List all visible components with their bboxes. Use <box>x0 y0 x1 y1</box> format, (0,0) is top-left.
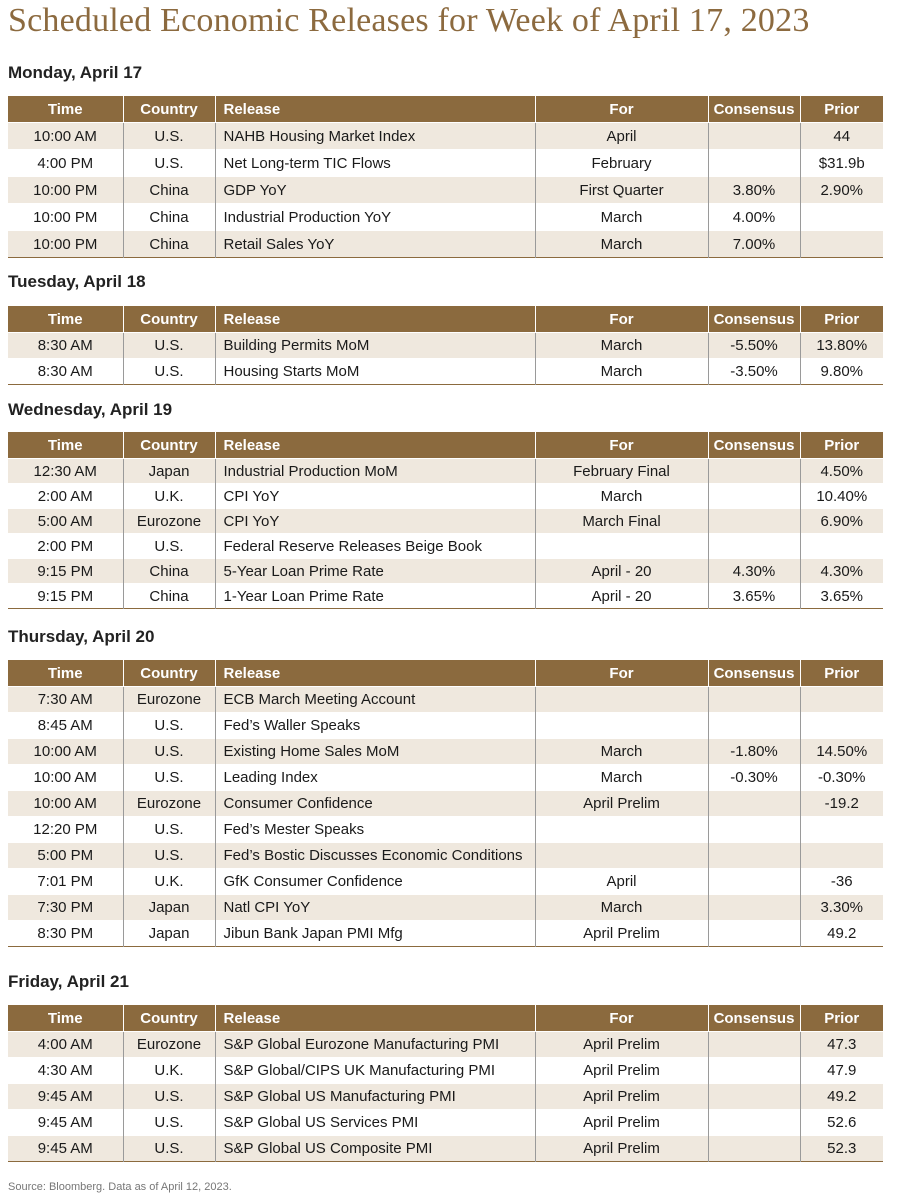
prior-cell: 44 <box>800 123 883 150</box>
releases-table-tuesday <box>8 306 883 385</box>
consensus-cell <box>708 713 800 739</box>
time-cell: 7:01 PM <box>8 869 123 895</box>
table-row <box>8 791 883 817</box>
releases-table-monday <box>8 96 883 258</box>
release-column-header: Release <box>215 96 535 123</box>
time-cell: 8:30 PM <box>8 921 123 947</box>
country-cell: U.S. <box>123 817 215 843</box>
consensus-cell <box>708 1032 800 1058</box>
country-cell: China <box>123 204 215 231</box>
release-cell: Consumer Confidence <box>215 791 535 817</box>
release-cell: NAHB Housing Market Index <box>215 123 535 150</box>
table-row <box>8 559 883 584</box>
prior-cell: 4.30% <box>800 559 883 584</box>
country-cell: China <box>123 559 215 584</box>
consensus-cell: -1.80% <box>708 739 800 765</box>
for-cell: March <box>535 204 708 231</box>
for-column-header: For <box>535 1005 708 1032</box>
prior-cell <box>800 231 883 258</box>
prior-cell <box>800 843 883 869</box>
time-cell: 12:30 AM <box>8 459 123 484</box>
table-header-row <box>8 96 883 123</box>
time-cell: 9:15 PM <box>8 559 123 584</box>
country-cell: Eurozone <box>123 791 215 817</box>
table-header-row <box>8 1005 883 1032</box>
prior-cell: 14.50% <box>800 739 883 765</box>
country-cell: Eurozone <box>123 509 215 534</box>
table-row <box>8 1084 883 1110</box>
for-cell: February Final <box>535 459 708 484</box>
time-cell: 4:30 AM <box>8 1058 123 1084</box>
for-column-header: For <box>535 432 708 459</box>
page-title: Scheduled Economic Releases for Week of April 17, 2023 <box>8 2 810 39</box>
country-cell: U.K. <box>123 484 215 509</box>
release-cell: S&P Global Eurozone Manufacturing PMI <box>215 1032 535 1058</box>
for-cell: April Prelim <box>535 791 708 817</box>
country-column-header: Country <box>123 1005 215 1032</box>
table-row <box>8 204 883 231</box>
consensus-column-header: Consensus <box>708 1005 800 1032</box>
prior-cell <box>800 687 883 713</box>
consensus-cell <box>708 1136 800 1162</box>
consensus-column-header: Consensus <box>708 306 800 333</box>
for-cell <box>535 687 708 713</box>
table-row <box>8 584 883 609</box>
time-cell: 10:00 AM <box>8 791 123 817</box>
prior-cell: 3.30% <box>800 895 883 921</box>
prior-cell <box>800 204 883 231</box>
time-column-header: Time <box>8 306 123 333</box>
releases-table-wednesday <box>8 432 883 609</box>
release-cell: Existing Home Sales MoM <box>215 739 535 765</box>
country-cell: U.S. <box>123 333 215 359</box>
prior-cell: 47.3 <box>800 1032 883 1058</box>
prior-cell: -19.2 <box>800 791 883 817</box>
day-heading-thursday: Thursday, April 20 <box>8 627 155 646</box>
day-heading-monday: Monday, April 17 <box>8 63 143 82</box>
for-cell: April <box>535 123 708 150</box>
consensus-cell: 3.65% <box>708 584 800 609</box>
prior-cell: 47.9 <box>800 1058 883 1084</box>
day-heading-wednesday: Wednesday, April 19 <box>8 400 173 419</box>
for-cell: March <box>535 765 708 791</box>
consensus-cell: 7.00% <box>708 231 800 258</box>
for-cell: April <box>535 869 708 895</box>
prior-column-header: Prior <box>800 96 883 123</box>
consensus-cell <box>708 534 800 559</box>
prior-column-header: Prior <box>800 432 883 459</box>
for-cell <box>535 817 708 843</box>
for-column-header: For <box>535 660 708 687</box>
release-cell: Industrial Production YoY <box>215 204 535 231</box>
for-cell: April - 20 <box>535 559 708 584</box>
consensus-cell <box>708 869 800 895</box>
release-column-header: Release <box>215 660 535 687</box>
release-cell: GfK Consumer Confidence <box>215 869 535 895</box>
table-row <box>8 150 883 177</box>
prior-cell: 4.50% <box>800 459 883 484</box>
time-cell: 10:00 PM <box>8 177 123 204</box>
release-cell: S&P Global/CIPS UK Manufacturing PMI <box>215 1058 535 1084</box>
table-row <box>8 1058 883 1084</box>
country-column-header: Country <box>123 306 215 333</box>
prior-cell: 52.6 <box>800 1110 883 1136</box>
time-cell: 9:45 AM <box>8 1136 123 1162</box>
release-cell: Jibun Bank Japan PMI Mfg <box>215 921 535 947</box>
for-cell: April - 20 <box>535 584 708 609</box>
source-note: Source: Bloomberg. Data as of April 12, 2023. <box>8 1181 232 1193</box>
for-cell: March <box>535 739 708 765</box>
release-cell: CPI YoY <box>215 484 535 509</box>
country-cell: China <box>123 231 215 258</box>
release-cell: Fed’s Mester Speaks <box>215 817 535 843</box>
consensus-cell <box>708 687 800 713</box>
table-row <box>8 1110 883 1136</box>
country-cell: China <box>123 177 215 204</box>
time-cell: 10:00 AM <box>8 765 123 791</box>
release-cell: Fed’s Waller Speaks <box>215 713 535 739</box>
time-cell: 2:00 AM <box>8 484 123 509</box>
release-cell: 5-Year Loan Prime Rate <box>215 559 535 584</box>
for-column-header: For <box>535 96 708 123</box>
time-cell: 5:00 AM <box>8 509 123 534</box>
prior-cell: -36 <box>800 869 883 895</box>
table-row <box>8 484 883 509</box>
time-cell: 4:00 PM <box>8 150 123 177</box>
time-column-header: Time <box>8 96 123 123</box>
prior-cell: 6.90% <box>800 509 883 534</box>
release-cell: Housing Starts MoM <box>215 359 535 385</box>
country-cell: U.S. <box>123 1136 215 1162</box>
release-cell: Building Permits MoM <box>215 333 535 359</box>
prior-cell: 10.40% <box>800 484 883 509</box>
country-column-header: Country <box>123 432 215 459</box>
consensus-cell: -5.50% <box>708 333 800 359</box>
release-cell: Federal Reserve Releases Beige Book <box>215 534 535 559</box>
prior-cell <box>800 817 883 843</box>
for-cell: April Prelim <box>535 1110 708 1136</box>
release-column-header: Release <box>215 432 535 459</box>
table-header-row <box>8 432 883 459</box>
time-cell: 8:30 AM <box>8 333 123 359</box>
release-cell: S&P Global US Manufacturing PMI <box>215 1084 535 1110</box>
country-cell: U.S. <box>123 534 215 559</box>
prior-cell: 52.3 <box>800 1136 883 1162</box>
for-cell: March <box>535 231 708 258</box>
time-column-header: Time <box>8 432 123 459</box>
country-cell: Eurozone <box>123 687 215 713</box>
prior-cell: 13.80% <box>800 333 883 359</box>
country-cell: Japan <box>123 459 215 484</box>
country-cell: U.S. <box>123 359 215 385</box>
country-column-header: Country <box>123 660 215 687</box>
table-row <box>8 359 883 385</box>
table-row <box>8 1136 883 1162</box>
release-cell: Natl CPI YoY <box>215 895 535 921</box>
country-cell: U.S. <box>123 1084 215 1110</box>
for-cell: March <box>535 359 708 385</box>
prior-cell: -0.30% <box>800 765 883 791</box>
consensus-cell: 4.00% <box>708 204 800 231</box>
for-cell: March <box>535 484 708 509</box>
table-row <box>8 687 883 713</box>
release-cell: Fed’s Bostic Discusses Economic Conditions <box>215 843 535 869</box>
country-cell: U.S. <box>123 765 215 791</box>
releases-table-friday <box>8 1005 883 1162</box>
for-cell: April Prelim <box>535 1058 708 1084</box>
day-heading-friday: Friday, April 21 <box>8 972 129 991</box>
time-cell: 8:45 AM <box>8 713 123 739</box>
release-cell: ECB March Meeting Account <box>215 687 535 713</box>
release-cell: Retail Sales YoY <box>215 231 535 258</box>
consensus-cell: 3.80% <box>708 177 800 204</box>
consensus-cell <box>708 1084 800 1110</box>
time-cell: 9:45 AM <box>8 1084 123 1110</box>
for-cell: April Prelim <box>535 921 708 947</box>
country-column-header: Country <box>123 96 215 123</box>
for-cell: First Quarter <box>535 177 708 204</box>
release-cell: S&P Global US Composite PMI <box>215 1136 535 1162</box>
country-cell: U.S. <box>123 713 215 739</box>
release-column-header: Release <box>215 306 535 333</box>
table-row <box>8 765 883 791</box>
release-cell: Industrial Production MoM <box>215 459 535 484</box>
time-cell: 10:00 PM <box>8 231 123 258</box>
time-cell: 8:30 AM <box>8 359 123 385</box>
consensus-cell <box>708 509 800 534</box>
table-row <box>8 459 883 484</box>
time-column-header: Time <box>8 660 123 687</box>
for-column-header: For <box>535 306 708 333</box>
time-cell: 4:00 AM <box>8 1032 123 1058</box>
for-cell: February <box>535 150 708 177</box>
country-cell: U.S. <box>123 150 215 177</box>
country-cell: China <box>123 584 215 609</box>
for-cell: April Prelim <box>535 1136 708 1162</box>
country-cell: U.S. <box>123 843 215 869</box>
country-cell: U.S. <box>123 123 215 150</box>
for-cell: April Prelim <box>535 1084 708 1110</box>
table-header-row <box>8 660 883 687</box>
table-row <box>8 509 883 534</box>
time-cell: 2:00 PM <box>8 534 123 559</box>
time-cell: 7:30 AM <box>8 687 123 713</box>
releases-table-thursday <box>8 660 883 947</box>
table-row <box>8 177 883 204</box>
time-cell: 10:00 PM <box>8 204 123 231</box>
time-cell: 7:30 PM <box>8 895 123 921</box>
consensus-cell <box>708 921 800 947</box>
for-cell: March Final <box>535 509 708 534</box>
consensus-cell: 4.30% <box>708 559 800 584</box>
table-header-row <box>8 306 883 333</box>
for-cell <box>535 843 708 869</box>
table-row <box>8 739 883 765</box>
consensus-column-header: Consensus <box>708 660 800 687</box>
time-cell: 12:20 PM <box>8 817 123 843</box>
table-row <box>8 1032 883 1058</box>
country-cell: U.K. <box>123 869 215 895</box>
consensus-cell: -3.50% <box>708 359 800 385</box>
table-row <box>8 231 883 258</box>
release-cell: 1-Year Loan Prime Rate <box>215 584 535 609</box>
table-row <box>8 895 883 921</box>
country-cell: Japan <box>123 895 215 921</box>
country-cell: U.S. <box>123 739 215 765</box>
time-cell: 10:00 AM <box>8 123 123 150</box>
prior-column-header: Prior <box>800 1005 883 1032</box>
time-cell: 9:15 PM <box>8 584 123 609</box>
prior-cell: 3.65% <box>800 584 883 609</box>
consensus-cell <box>708 150 800 177</box>
consensus-cell <box>708 843 800 869</box>
table-row <box>8 869 883 895</box>
release-cell: S&P Global US Services PMI <box>215 1110 535 1136</box>
time-cell: 10:00 AM <box>8 739 123 765</box>
country-cell: Japan <box>123 921 215 947</box>
day-heading-tuesday: Tuesday, April 18 <box>8 272 146 291</box>
consensus-cell <box>708 123 800 150</box>
release-cell: GDP YoY <box>215 177 535 204</box>
prior-cell: 2.90% <box>800 177 883 204</box>
release-cell: Net Long-term TIC Flows <box>215 150 535 177</box>
table-row <box>8 817 883 843</box>
table-row <box>8 843 883 869</box>
consensus-cell <box>708 817 800 843</box>
for-cell <box>535 713 708 739</box>
prior-cell <box>800 713 883 739</box>
prior-cell: 9.80% <box>800 359 883 385</box>
release-column-header: Release <box>215 1005 535 1032</box>
time-column-header: Time <box>8 1005 123 1032</box>
table-row <box>8 713 883 739</box>
for-cell: March <box>535 333 708 359</box>
prior-column-header: Prior <box>800 306 883 333</box>
prior-cell: 49.2 <box>800 921 883 947</box>
consensus-cell <box>708 484 800 509</box>
prior-cell: $31.9b <box>800 150 883 177</box>
time-cell: 9:45 AM <box>8 1110 123 1136</box>
for-cell <box>535 534 708 559</box>
prior-cell <box>800 534 883 559</box>
country-cell: U.S. <box>123 1110 215 1136</box>
release-cell: Leading Index <box>215 765 535 791</box>
table-row <box>8 333 883 359</box>
prior-cell: 49.2 <box>800 1084 883 1110</box>
for-cell: April Prelim <box>535 1032 708 1058</box>
consensus-cell <box>708 459 800 484</box>
country-cell: U.K. <box>123 1058 215 1084</box>
consensus-column-header: Consensus <box>708 432 800 459</box>
table-row <box>8 123 883 150</box>
release-cell: CPI YoY <box>215 509 535 534</box>
table-row <box>8 921 883 947</box>
consensus-cell <box>708 1058 800 1084</box>
consensus-cell: -0.30% <box>708 765 800 791</box>
consensus-cell <box>708 1110 800 1136</box>
time-cell: 5:00 PM <box>8 843 123 869</box>
prior-column-header: Prior <box>800 660 883 687</box>
consensus-cell <box>708 895 800 921</box>
country-cell: Eurozone <box>123 1032 215 1058</box>
consensus-cell <box>708 791 800 817</box>
table-row <box>8 534 883 559</box>
for-cell: March <box>535 895 708 921</box>
consensus-column-header: Consensus <box>708 96 800 123</box>
